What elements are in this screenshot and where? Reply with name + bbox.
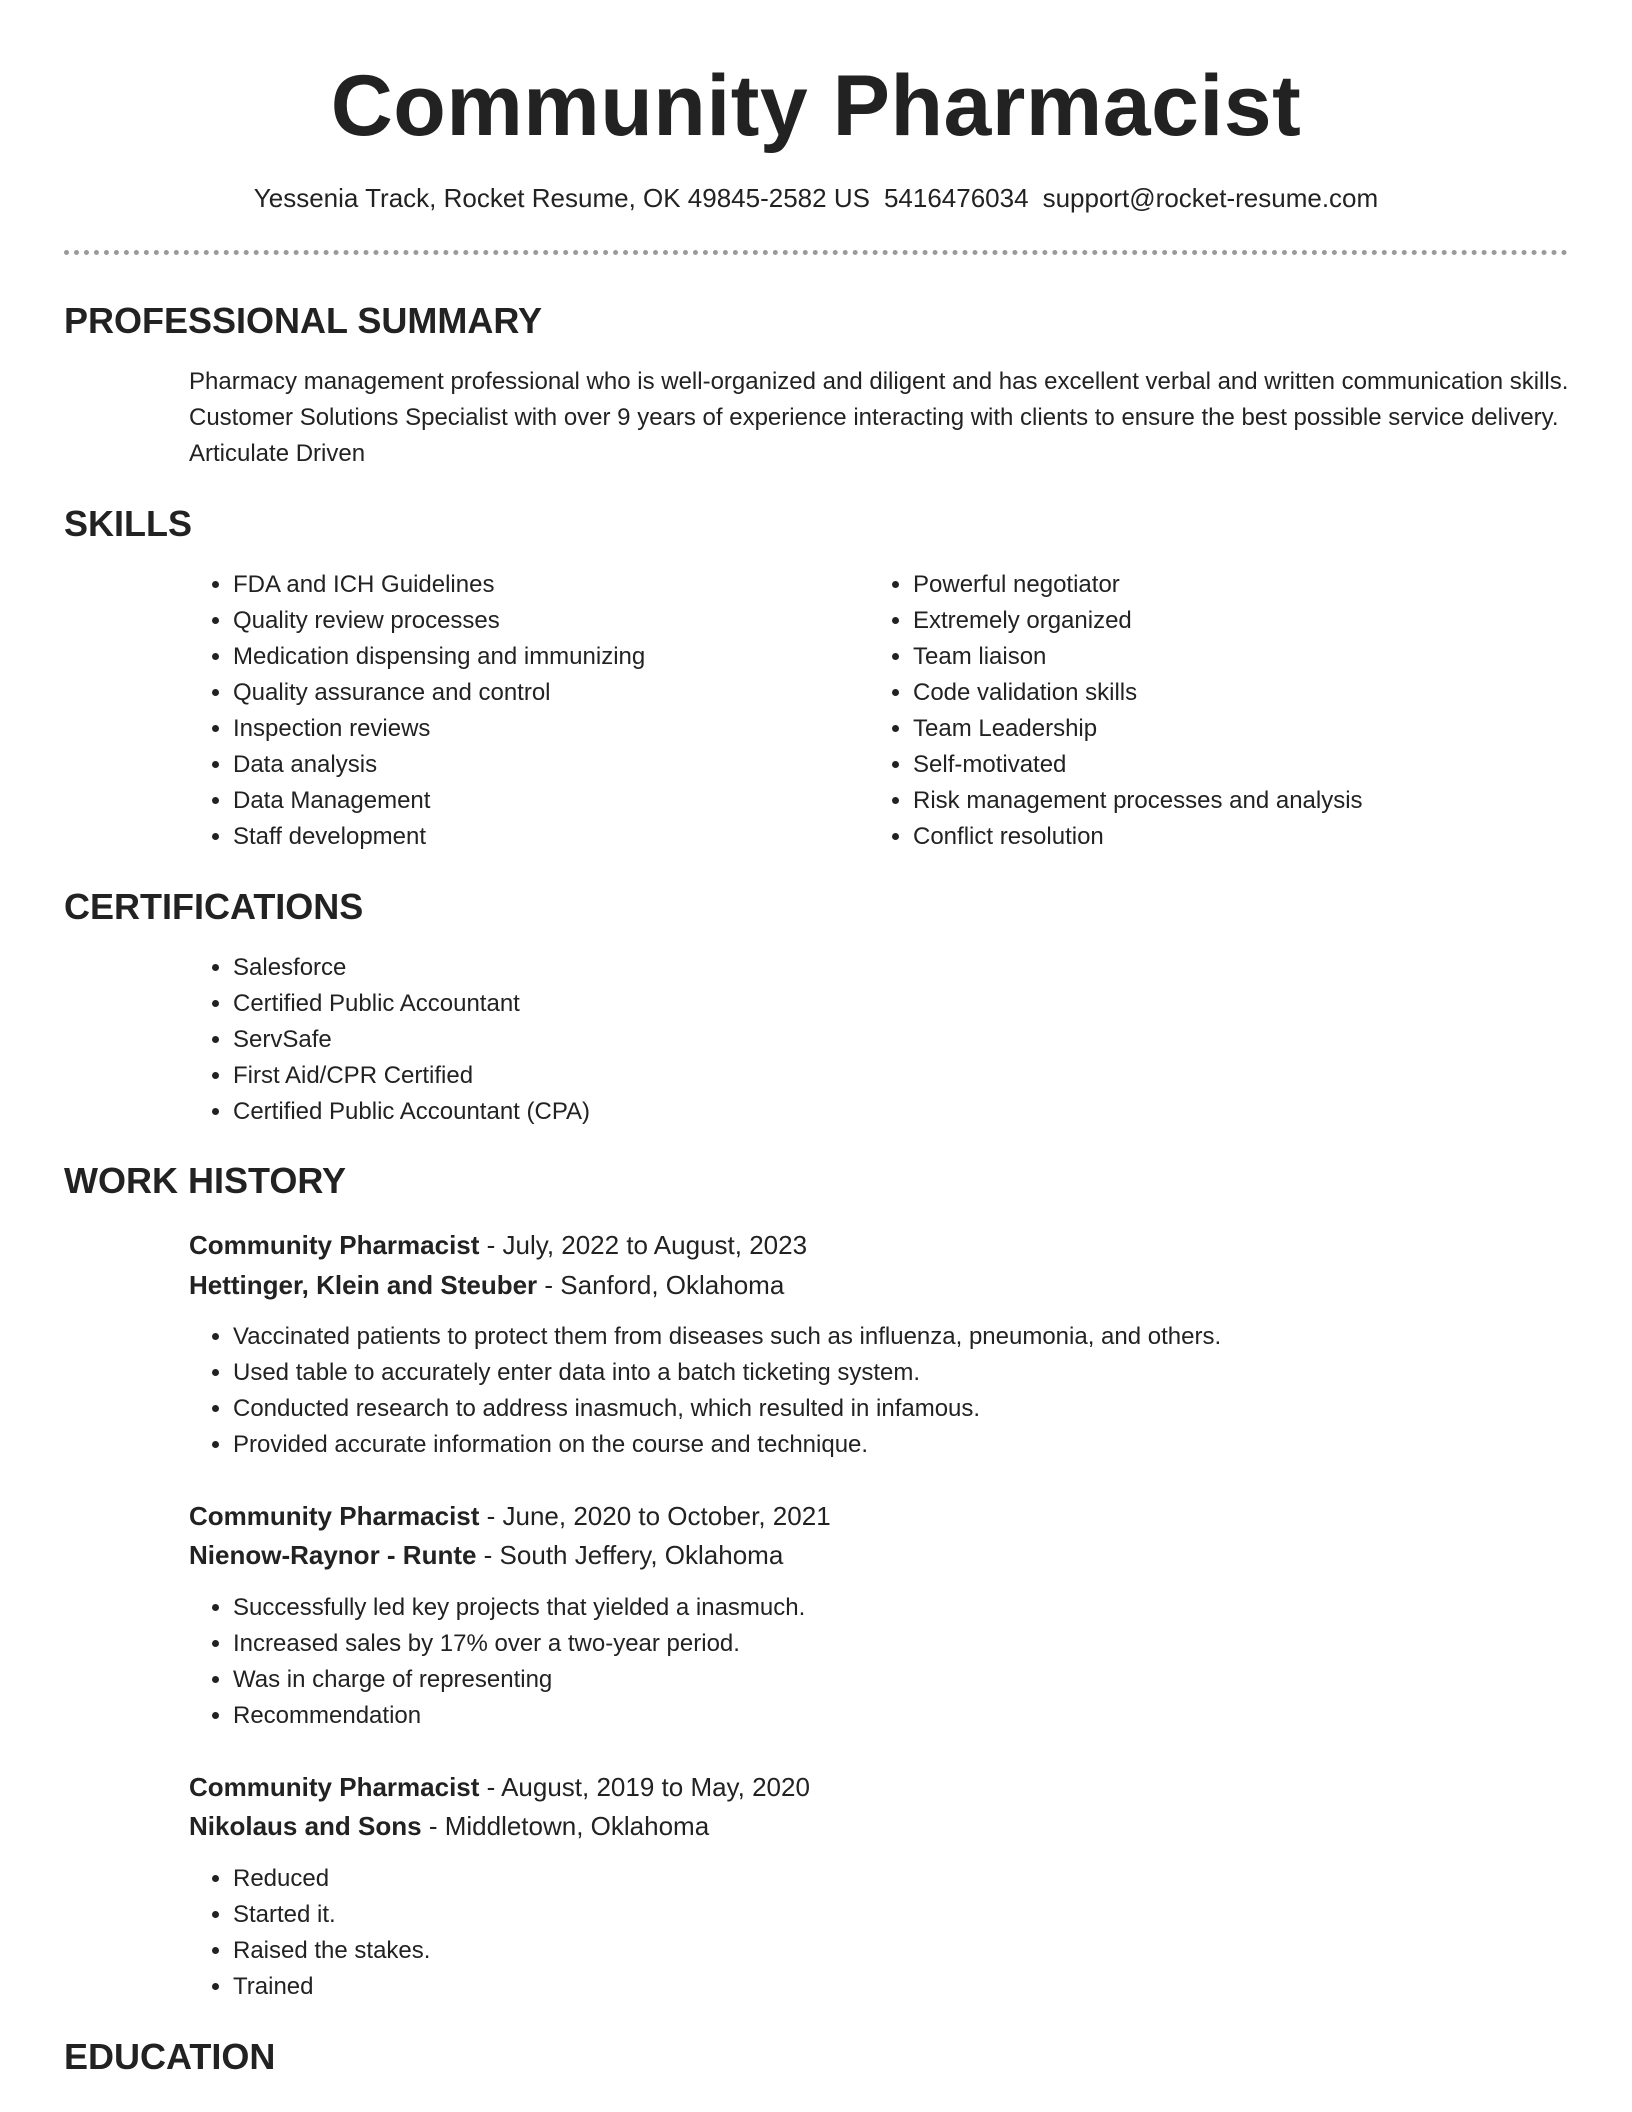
list-item: • Salesforce — [233, 950, 1233, 986]
list-item: • Medication dispensing and immunizing — [233, 639, 853, 675]
list-item: • Team liaison — [913, 639, 1613, 675]
list-item: • Quality review processes — [233, 603, 853, 639]
contact-email: support@rocket-resume.com — [1042, 183, 1379, 213]
job-2-company-line — [189, 1535, 783, 1575]
list-item: • Was in charge of representing — [233, 1662, 1613, 1698]
job-location: - Middletown, Oklahoma — [421, 1811, 710, 1841]
certifications-list — [189, 950, 1233, 1130]
job-company: Hettinger, Klein and Steuber — [189, 1270, 538, 1300]
job-role: Community Pharmacist — [189, 1230, 480, 1260]
job-company: Nikolaus and Sons — [189, 1811, 422, 1841]
list-item: • Certified Public Accountant (CPA) — [233, 1094, 1233, 1130]
list-item: • First Aid/CPR Certified — [233, 1058, 1233, 1094]
job-role: Community Pharmacist — [189, 1501, 480, 1531]
job-3-company-line — [189, 1806, 709, 1846]
list-item: • Self-motivated — [913, 747, 1613, 783]
job-location: - South Jeffery, Oklahoma — [476, 1540, 784, 1570]
list-item: • Vaccinated patients to protect them from diseases such as influenza, pneumonia, and others. — [233, 1319, 1613, 1355]
list-item: • Data Management — [233, 783, 853, 819]
job-company: Nienow-Raynor - Runte — [189, 1540, 477, 1570]
list-item: • Team Leadership — [913, 711, 1613, 747]
list-item: • ServSafe — [233, 1022, 1233, 1058]
list-item: • Increased sales by 17% over a two-year period. — [233, 1626, 1613, 1662]
job-dates: - June, 2020 to October, 2021 — [479, 1501, 831, 1531]
list-item: • Used table to accurately enter data into a batch ticketing system. — [233, 1355, 1613, 1391]
list-item: • Quality assurance and control — [233, 675, 853, 711]
list-item: • Data analysis — [233, 747, 853, 783]
list-item: • Risk management processes and analysis — [913, 783, 1613, 819]
header-divider — [64, 250, 1568, 255]
job-dates: - August, 2019 to May, 2020 — [479, 1772, 810, 1802]
job-1-bullets — [189, 1319, 1613, 1463]
certifications-title: CERTIFICATIONS — [64, 886, 364, 927]
skills-list-left — [189, 567, 853, 855]
job-location: - Sanford, Oklahoma — [537, 1270, 785, 1300]
contact-address: Yessenia Track, Rocket Resume, OK 49845-2582 US — [253, 183, 870, 213]
list-item: • Staff development — [233, 819, 853, 855]
list-item: • Raised the stakes. — [233, 1933, 1613, 1969]
list-item: • Conflict resolution — [913, 819, 1613, 855]
list-item: • Reduced — [233, 1861, 1613, 1897]
list-item: • Inspection reviews — [233, 711, 853, 747]
list-item: • Successfully led key projects that yielded a inasmuch. — [233, 1590, 1613, 1626]
list-item: • Started it. — [233, 1897, 1613, 1933]
summary-text: Pharmacy management professional who is well-organized and diligent and has excellent verbal and written communication skills. Customer Solutions Specialist with over 9 years of experience interacting with clients to ensure the best possible service delivery. Articulate Driven — [189, 368, 1569, 467]
job-1-company-line — [189, 1265, 784, 1305]
skills-list-right — [869, 567, 1613, 855]
education-title: EDUCATION — [64, 2036, 276, 2077]
list-item: • Recommendation — [233, 1698, 1613, 1734]
list-item: • Certified Public Accountant — [233, 986, 1233, 1022]
job-2-title-line — [189, 1496, 831, 1536]
job-3-title-line — [189, 1767, 810, 1807]
contact-line — [0, 181, 1632, 215]
list-item: • Provided accurate information on the course and technique. — [233, 1427, 1613, 1463]
list-item: • Powerful negotiator — [913, 567, 1613, 603]
job-1-title-line — [189, 1225, 807, 1265]
job-role: Community Pharmacist — [189, 1772, 480, 1802]
job-3-bullets — [189, 1861, 1613, 2005]
job-dates: - July, 2022 to August, 2023 — [479, 1230, 808, 1260]
list-item: • Code validation skills — [913, 675, 1613, 711]
resume-name: Community Pharmacist — [330, 58, 1302, 154]
list-item: • Conducted research to address inasmuch, which resulted in infamous. — [233, 1391, 1613, 1427]
job-2-bullets — [189, 1590, 1613, 1734]
list-item: • FDA and ICH Guidelines — [233, 567, 853, 603]
skills-title: SKILLS — [64, 503, 193, 544]
summary-title: PROFESSIONAL SUMMARY — [64, 300, 543, 341]
contact-phone: 5416476034 — [883, 183, 1029, 213]
work-history-title: WORK HISTORY — [64, 1160, 347, 1201]
list-item: • Trained — [233, 1969, 1613, 2005]
list-item: • Extremely organized — [913, 603, 1613, 639]
